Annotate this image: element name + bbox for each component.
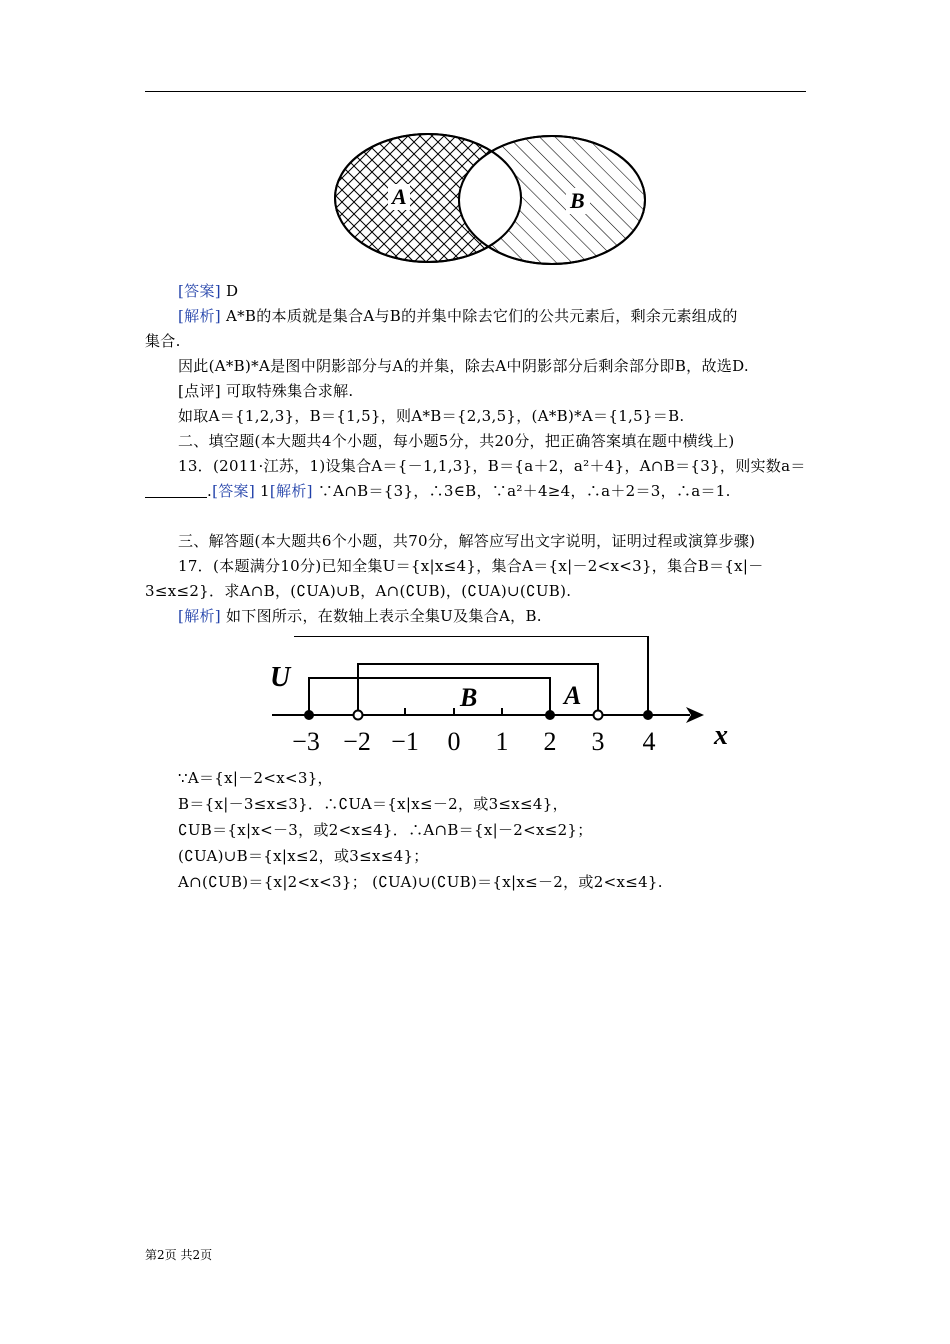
tick-label: −1 xyxy=(391,727,419,756)
question-13: 13．(2011·江苏，1)设集合A＝{－1,1,3}，B＝{a＋2，a²＋4}，A∩B＝{3}，则实数a＝ xyxy=(178,457,806,475)
point-3 xyxy=(594,711,603,720)
analysis-tag: [解析] xyxy=(269,482,313,500)
set-b-bracket xyxy=(309,678,550,714)
point-4 xyxy=(643,710,653,720)
answer-blank xyxy=(145,483,207,498)
answer-tag: [答案] xyxy=(178,282,221,300)
tick-label: 4 xyxy=(642,727,656,756)
solution-line: (∁UA)∪B＝{x|x≤2，或3≤x≤4}； xyxy=(178,847,429,865)
label-a: A xyxy=(564,681,582,710)
label-b: B xyxy=(460,683,478,712)
solution-line: A∩(∁UB)＝{x|2<x<3}； (∁UA)∪(∁UB)＝{x|x≤－2，或2<x≤4}. xyxy=(178,873,663,891)
analysis-tag: [解析] xyxy=(178,607,221,625)
analysis-tag: [解析] xyxy=(178,307,221,325)
question-13-answer: .[答案] 1[解析] ∵A∩B＝{3}，∴3∈B，∵a²＋4≥4，∴a＋2＝3，∴a＝1. xyxy=(145,481,731,501)
text-line: 因此(A*B)*A是图中阴影部分与A的并集，除去A中阴影部分后剩余部分即B，故选D. xyxy=(178,357,749,375)
section-heading: 三、解答题(本大题共6个小题，共70分，解答应写出文字说明，证明过程或演算步骤) xyxy=(178,532,756,550)
set-a-bracket xyxy=(358,664,598,714)
label-u: U xyxy=(270,662,291,693)
text-line: 如取A＝{1,2,3}，B＝{1,5}，则A*B＝{2,3,5}，(A*B)*A＝{1,5}＝B. xyxy=(178,407,685,425)
header-rule xyxy=(145,91,806,92)
tick-label: 0 xyxy=(447,727,461,756)
tick-label: 3 xyxy=(591,727,605,756)
point-2 xyxy=(545,710,555,720)
axis-label-x: x xyxy=(714,720,728,751)
solution-line: B＝{x|－3≤x≤3}．∴∁UA＝{x|x≤－2，或3≤x≤4}， xyxy=(178,795,568,813)
point-neg2 xyxy=(354,711,363,720)
question-17-cont: 3≤x≤2}．求A∩B，(∁UA)∪B，A∩(∁UB)，(∁UA)∪(∁UB). xyxy=(145,582,572,600)
page-footer: 第2页 共2页 xyxy=(145,1248,213,1262)
number-line-diagram xyxy=(262,636,742,758)
venn-diagram xyxy=(330,130,650,278)
tick-label: −3 xyxy=(292,727,320,756)
analysis-line: [解析] 如下图所示，在数轴上表示全集U及集合A，B. xyxy=(178,607,542,625)
solution-line: ∁UB＝{x|x<－3，或2<x≤4}．∴A∩B＝{x|－2<x≤2}； xyxy=(178,821,593,839)
tick-label: 2 xyxy=(543,727,557,756)
question-17: 17．(本题满分10分)已知全集U＝{x|x≤4}，集合A＝{x|－2<x<3}，集合B＝{x|－ xyxy=(178,557,764,575)
venn-label-b: B xyxy=(570,188,585,213)
answer-tag: [答案] xyxy=(212,482,255,500)
point-neg3 xyxy=(304,710,314,720)
analysis-line: [解析] A*B的本质就是集合A与B的并集中除去它们的公共元素后，剩余元素组成的 xyxy=(178,307,738,325)
solution-line: ∵A＝{x|－2<x<3}， xyxy=(178,769,333,787)
venn-label-a: A xyxy=(392,184,407,209)
tick-label: −2 xyxy=(343,727,371,756)
section-heading: 二、填空题(本大题共4个小题，每小题5分，共20分，把正确答案填在题中横线上) xyxy=(178,432,735,450)
answer-line: [答案] D xyxy=(178,282,239,300)
text-line: 集合. xyxy=(145,332,181,350)
tick-label: 1 xyxy=(495,727,509,756)
comment-line: [点评] 可取特殊集合求解. xyxy=(178,382,354,400)
